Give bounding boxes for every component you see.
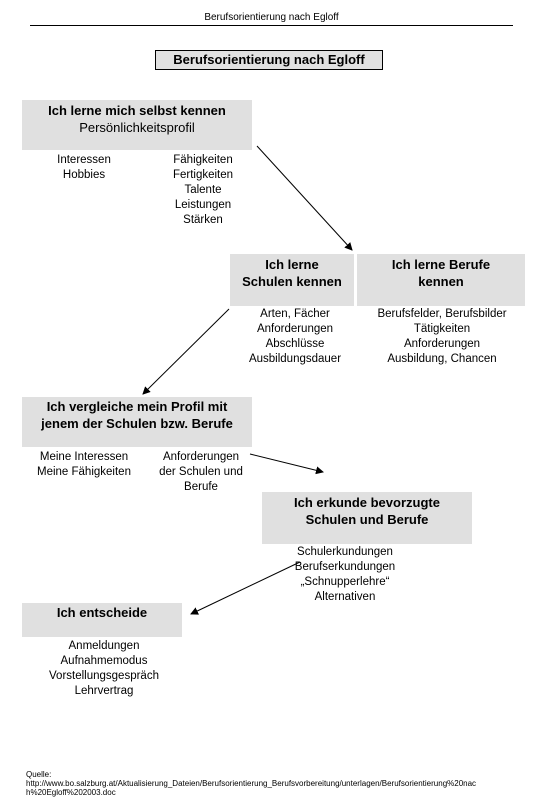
list-item: Ausbildung, Chancen [387, 353, 497, 365]
arrow-explore-to-decide [191, 562, 300, 614]
source-note [26, 770, 476, 797]
document-title: Berufsorientierung nach Egloff [155, 50, 383, 70]
box-self-knowledge-title: Ich lerne mich selbst kennen [48, 103, 226, 118]
list-item: Fertigkeiten [172, 169, 234, 181]
box-schools-title-line1: Ich lerne [265, 257, 319, 272]
page-header: Berufsorientierung nach Egloff [204, 12, 339, 23]
list-item: Berufserkundungen [294, 561, 396, 573]
list-item: Vorstellungsgespräch [49, 670, 159, 682]
list-item: Anforderungen [403, 338, 481, 350]
arrow-schools-to-compare [143, 309, 229, 394]
list-item: Berufe [184, 481, 218, 493]
list-item: Fähigkeiten [173, 154, 233, 166]
list-item: Interessen [57, 154, 111, 166]
box-self-knowledge-subtitle: Persönlichkeitsprofil [79, 120, 195, 135]
source-url-line1: http://www.bo.salzburg.at/Aktualisierung_Dateien/Berufsorientierung_Berufsvorbereitung/unterlagen/Berufsorientierung%20nac [26, 779, 477, 788]
list-item: Anforderungen [162, 451, 240, 463]
list-item: Arten, Fächer [260, 308, 330, 320]
box-explore-title-line2: Schulen und Berufe [305, 512, 429, 527]
list-item: Alternativen [314, 591, 376, 603]
list-item: Aufnahmemodus [60, 655, 148, 667]
list-item: Talente [184, 184, 222, 196]
arrow-compare-to-explore [250, 454, 323, 472]
list-item: Anforderungen [256, 323, 334, 335]
list-item: Lehrvertrag [74, 685, 134, 697]
box-schools-title-line2: Schulen kennen [242, 274, 342, 289]
box-professions-title-line2: kennen [418, 274, 464, 289]
list-item: Meine Interessen [39, 451, 129, 463]
list-item: Hobbies [62, 169, 106, 181]
box-compare-title-line1: Ich vergleiche mein Profil mit [46, 399, 228, 414]
list-item: Abschlüsse [265, 338, 325, 350]
list-item: Ausbildungsdauer [248, 353, 342, 365]
box-professions-title-line1: Ich lerne Berufe [391, 257, 491, 272]
list-item: Tätigkeiten [413, 323, 471, 335]
box-decide-title: Ich entscheide [56, 605, 148, 620]
box-compare-title-line2: jenem der Schulen bzw. Berufe [41, 416, 233, 431]
arrow-self-to-schools-professions [257, 146, 352, 250]
list-item: Stärken [183, 214, 223, 226]
list-item: der Schulen und [159, 466, 243, 478]
list-item: Anmeldungen [68, 640, 140, 652]
list-item: „Schnupperlehre“ [300, 576, 390, 588]
list-item: Schulerkundungen [297, 546, 393, 558]
source-url-line2: h%20Egloff%202003.doc [26, 788, 116, 797]
box-explore-title-line1: Ich erkunde bevorzugte [294, 495, 440, 510]
list-item: Leistungen [174, 199, 232, 211]
list-item: Berufsfelder, Berufsbilder [377, 308, 507, 320]
source-label: Quelle: [26, 770, 52, 779]
list-item: Meine Fähigkeiten [37, 466, 131, 478]
